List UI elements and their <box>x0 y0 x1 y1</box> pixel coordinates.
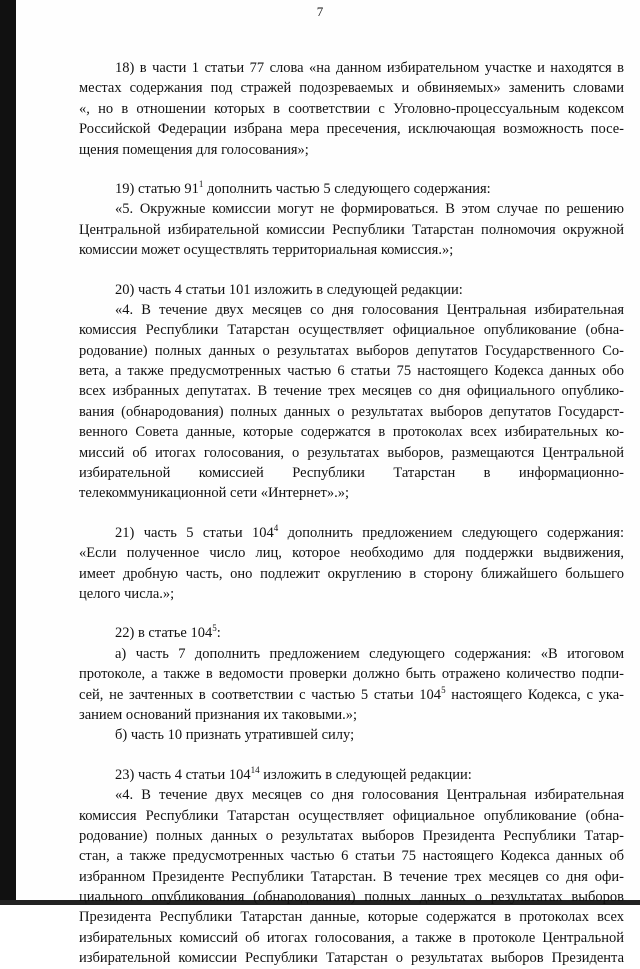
text-run: Российской Федерации избрана мера пресечения, исключающая возможность посе- <box>79 121 624 138</box>
text-line <box>79 664 624 684</box>
text-line <box>79 846 624 866</box>
text-run: щения помещения для голосования»; <box>79 141 309 158</box>
text-run: родование) полных данных о результатах выборов депутатов Государственного Со- <box>79 342 624 359</box>
text-line <box>79 341 624 361</box>
paragraph-gap <box>79 160 624 179</box>
text-line <box>79 320 624 340</box>
superscript: 4 <box>273 522 279 533</box>
text-line <box>79 826 624 846</box>
text-run: 23) часть 4 статьи 104 <box>115 766 251 783</box>
document-body <box>79 58 624 969</box>
text-line <box>79 483 624 503</box>
text-run: 21) часть 5 статьи 104 <box>115 524 274 541</box>
text-run: миссий об итогах голосования, о результатах выборов, размещаются Центральной <box>79 444 624 461</box>
text-run: избирательной комиссией Республики Татарстан в информационно- <box>79 465 624 482</box>
superscript: 5 <box>441 684 446 695</box>
text-run: комиссия Республики Татарстан осуществляет официальное опубликование (обна- <box>79 807 624 824</box>
text-line <box>79 623 624 643</box>
text-run: «4. В течение двух месяцев со дня голосования Центральная избирательная <box>115 787 624 804</box>
text-run: избирательной комиссии Республики Татарстан о результатах выборов Президента <box>79 950 624 967</box>
text-line <box>79 361 624 381</box>
text-run: «Если полученное число лиц, которое необходимо для поддержки выдвижения, <box>79 545 624 562</box>
text-run: настоящего Кодекса, с ука- <box>445 686 624 703</box>
text-run: : <box>216 625 221 642</box>
text-line <box>79 907 624 927</box>
text-line <box>79 443 624 463</box>
text-line <box>79 948 624 968</box>
paragraph-gap <box>79 746 624 765</box>
superscript: 1 <box>198 178 204 189</box>
text-run: 19) статью 91 <box>115 180 199 197</box>
text-line <box>79 785 624 805</box>
text-run: комиссия Республики Татарстан осуществляет официальное опубликование (обна- <box>79 322 624 339</box>
text-run: занием оснований признания их таковыми.»; <box>79 706 358 723</box>
text-line <box>79 584 624 604</box>
text-run: венного Совета данные, которые содержатся в протоколах всех избирательных ко- <box>79 424 624 441</box>
text-run: местах содержания под стражей подозреваемых и обвиняемых» заменить словами <box>79 80 624 97</box>
text-line <box>79 199 624 219</box>
text-run: «5. Окружные комиссии могут не формироваться. В этом случае по решению <box>115 201 624 218</box>
superscript: 5 <box>212 623 217 634</box>
text-line <box>79 381 624 401</box>
text-run: протоколе, а также в ведомости проверки должно быть отражено количество подпи- <box>79 666 624 683</box>
text-run: 18) в части 1 статьи 77 слова «на данном избирательном участке и находятся в <box>115 60 624 76</box>
text-run: изложить в следующей редакции: <box>259 766 472 783</box>
text-run: «4. В течение двух месяцев со дня голосования Центральная избирательная <box>115 301 624 318</box>
text-line <box>79 564 624 584</box>
text-run: телекоммуникационной сети «Интернет».»; <box>79 485 349 502</box>
text-run: стан, а также предусмотренных частью 6 статьи 75 настоящего Кодекса данных об <box>79 848 624 865</box>
text-run: вета, а также предусмотренных частью 6 статьи 75 настоящего Кодекса данных обо <box>79 363 624 380</box>
text-run: сей, не зачтенных в соответствии с частью 5 статьи 104 <box>79 686 442 703</box>
text-run: дополнить предложением следующего содержания: <box>278 524 624 541</box>
paragraph-gap <box>79 504 624 523</box>
text-line <box>79 119 624 139</box>
text-run: избирательных комиссий об итогах голосования, а также в протоколе Центральной <box>79 929 624 946</box>
text-line <box>79 685 624 705</box>
text-run: а) часть 7 дополнить предложением следующего содержания: «В итоговом <box>115 645 624 662</box>
text-run: б) часть 10 признать утратившей силу; <box>115 727 355 744</box>
text-line <box>79 402 624 422</box>
text-line <box>79 523 624 543</box>
text-line <box>79 240 624 260</box>
text-line <box>79 765 624 785</box>
text-line <box>79 806 624 826</box>
superscript: 14 <box>250 764 260 775</box>
text-line <box>79 78 624 98</box>
text-run: избранном Президенте Республики Татарстан. В течение трех месяцев со дня офи- <box>79 868 624 885</box>
text-line <box>79 725 624 745</box>
text-run: целого числа.»; <box>79 585 175 602</box>
text-run: всех избранных депутатах. В течение трех месяцев со дня официального опублико- <box>79 383 624 400</box>
text-line <box>79 705 624 725</box>
text-line <box>79 422 624 442</box>
text-line <box>79 543 624 563</box>
text-run: родование) полных данных о результатах выборов Президента Республики Татар- <box>79 827 624 844</box>
text-run: Центральной избирательной комиссии Республики Татарстан полномочия окружной <box>79 221 624 238</box>
text-line <box>79 644 624 664</box>
page-number: 7 <box>316 4 324 19</box>
text-line <box>79 280 624 300</box>
text-line <box>79 887 624 907</box>
text-line <box>79 220 624 240</box>
text-line <box>79 140 624 160</box>
paragraph-gap <box>79 261 624 280</box>
scan-border-left <box>0 0 16 905</box>
text-run: вания (обнародования) полных данных о результатах выборов депутатов Государст- <box>79 403 624 420</box>
text-line <box>79 179 624 199</box>
text-run: 22) в статье 104 <box>115 625 213 642</box>
text-run: циального опубликования (обнародования) полных данных о результатах выборов <box>79 889 624 906</box>
text-run: комиссии может осуществлять территориальная комиссия.»; <box>79 242 454 259</box>
text-run: 20) часть 4 статьи 101 изложить в следующей редакции: <box>115 281 463 298</box>
paragraph-gap <box>79 604 624 623</box>
text-line <box>79 928 624 948</box>
text-line <box>79 99 624 119</box>
text-run: дополнить частью 5 следующего содержания: <box>203 180 491 197</box>
text-run: «, но в отношении которых в соответствии с Уголовно-процессуальным кодексом <box>79 100 624 117</box>
text-line <box>79 300 624 320</box>
text-line <box>79 463 624 483</box>
text-run: Президента Республики Татарстан данные, которые содержатся в протоколах всех <box>79 909 624 926</box>
text-line <box>79 58 624 78</box>
text-line <box>79 867 624 887</box>
text-run: имеет дробную часть, оно подлежит округлению в сторону ближайшего большего <box>79 565 624 582</box>
